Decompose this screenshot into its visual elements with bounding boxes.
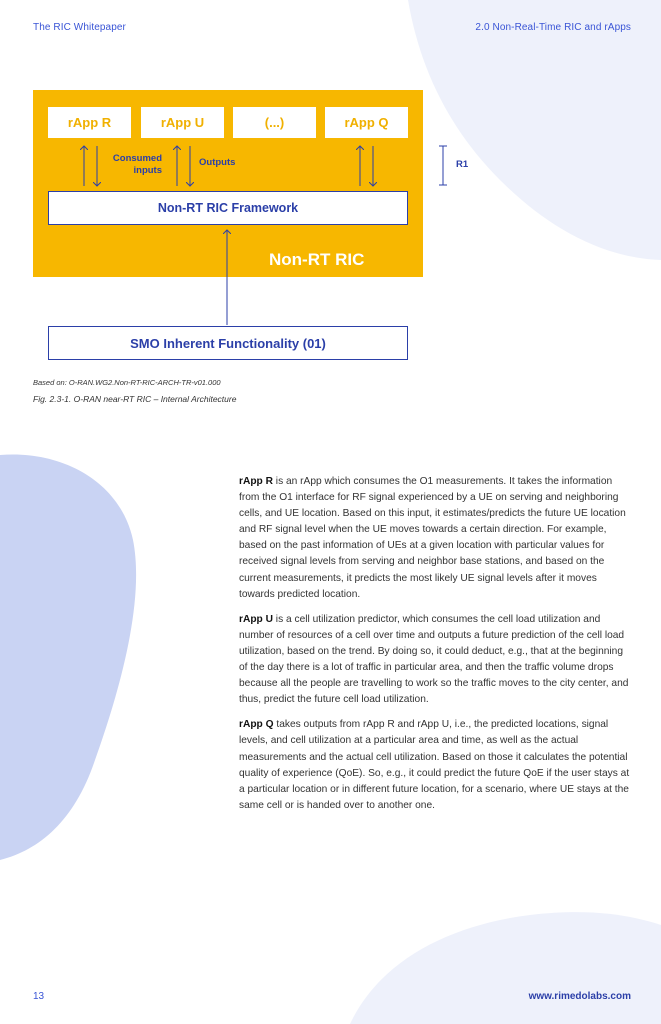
non-rt-ric-framework-box: Non-RT RIC Framework xyxy=(48,191,408,225)
smo-functionality-box: SMO Inherent Functionality (01) xyxy=(48,326,408,360)
paragraph-rapp-q-text: takes outputs from rApp R and rApp U, i.e., the predicted locations, signal levels, and cell utilization at a particular area and time, as well as the actual measurements and the actual cell utilization. Based on those it calculates the potential quality of experience (QoE). So, e.g., it could predict the future QoE if the user stays at a particular location or in different future location, for a scenario, where UE stays at the same cell or is handed over to another one. xyxy=(239,719,630,811)
rapp-u-box: rApp U xyxy=(141,107,224,138)
website-link[interactable]: www.rimedolabs.com xyxy=(528,991,631,1002)
term-rapp-u: rApp U xyxy=(239,613,273,625)
body-text xyxy=(239,474,633,823)
r1-interface-label: R1 xyxy=(456,159,469,170)
figure-caption: Fig. 2.3-1. O-RAN near-RT RIC – Internal Architecture xyxy=(33,394,237,404)
rapp-r-box: rApp R xyxy=(48,107,131,138)
non-rt-ric-label: Non-RT RIC xyxy=(269,250,365,269)
paragraph-rapp-r xyxy=(239,474,633,603)
outputs-label: Outputs xyxy=(199,157,236,168)
term-rapp-r: rApp R xyxy=(239,476,273,487)
diagram-arrows xyxy=(0,0,661,420)
r1-bracket xyxy=(439,146,447,185)
rapp-q-box: rApp Q xyxy=(325,107,408,138)
term-rapp-q: rApp Q xyxy=(239,719,274,731)
consumed-inputs-label: Consumed inputs xyxy=(112,153,162,176)
header-document-title: The RIC Whitepaper xyxy=(33,22,126,33)
figure-source-note: Based on: O-RAN.WG2.Non-RT-RIC-ARCH-TR-v01.000 xyxy=(33,378,221,387)
paragraph-rapp-u-text: is a cell utilization predictor, which consumes the cell load utilization and number of resources of a cell over time and outputs a future prediction of the cell load utilization, based on the trend. By doing so, it could deduct, e.g., that at the beginning of the day there is a lot of traffic in particular area, and then the traffic volume drops because all the people are travelling to work so the traffic moves to the city center, and thus, predict the future cell load utilization. xyxy=(239,613,629,706)
rapp-ellipsis-box: (...) xyxy=(233,107,316,138)
paragraph-rapp-r-text: is an rApp which consumes the O1 measurements. It takes the information from the O1 interface for RF signal experienced by a UE on serving and neighboring cells, and UE location. Based on this input, it estimates/predicts the future UE location and RF signal level when the UE moves towards a certain direction. For example, based on the past information of UEs at a given location with particular values for received signal levels from serving and neighbor base stations, and based on the current measurements, it predicts the most likely UE signal levels after it moves towards predicted location. xyxy=(239,476,626,600)
header-section-title: 2.0 Non-Real-Time RIC and rApps xyxy=(475,22,631,33)
paragraph-rapp-u xyxy=(239,612,633,709)
page-number: 13 xyxy=(33,991,45,1002)
paragraph-rapp-q xyxy=(239,717,633,814)
